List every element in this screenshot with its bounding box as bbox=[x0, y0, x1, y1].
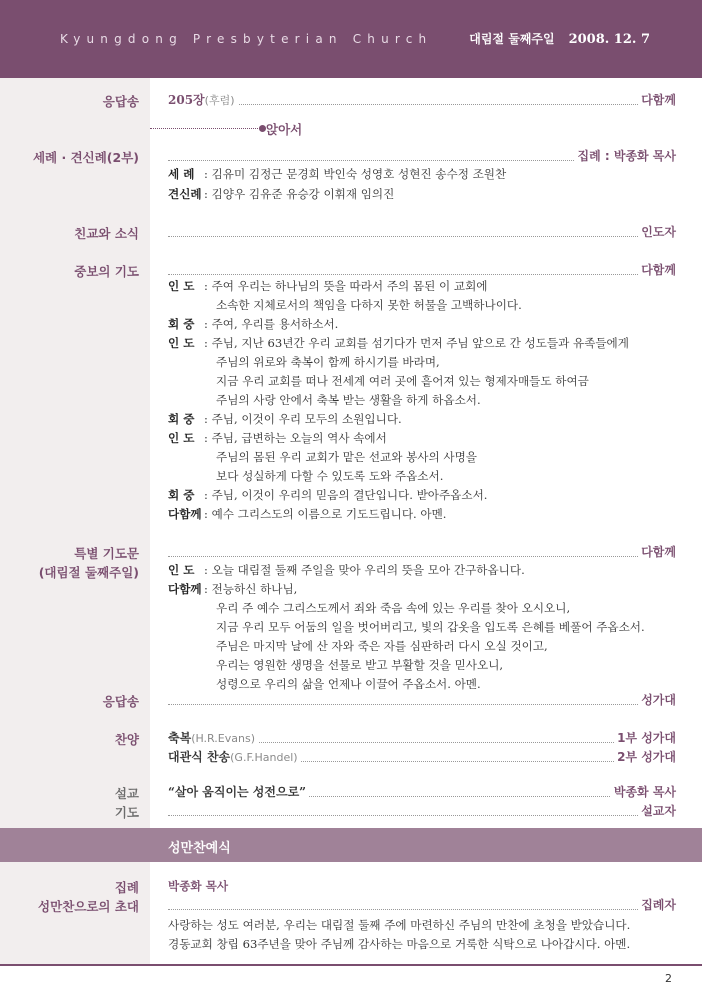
order-performer: 다함께 bbox=[638, 261, 676, 278]
order-label: 응답송 bbox=[102, 94, 139, 109]
order-label: 기도 bbox=[114, 805, 139, 820]
order-performer: 박종화 목사 bbox=[611, 783, 676, 800]
prayer-line: 주님은 마지막 날에 산 자와 죽은 자를 심판하러 다시 오실 것이고, bbox=[216, 639, 548, 653]
section-heading-band bbox=[0, 828, 702, 862]
order-label: 세례 · 견신례(2부) bbox=[32, 150, 139, 165]
order-label: 친교와 소식 bbox=[74, 226, 139, 241]
prayer-line: 지금 우리 교회를 떠나 전세계 여러 곳에 흩어져 있는 형제자매들도 하여금 bbox=[216, 374, 589, 388]
service-date: 2008. 12. 7 bbox=[568, 32, 650, 47]
bullet-dot-icon bbox=[259, 125, 266, 132]
prayer-line: 소속한 지체로서의 책임을 다하지 못한 허물을 고백하나이다. bbox=[216, 298, 522, 312]
order-leader-line bbox=[168, 258, 676, 275]
prayer-line: 주님의 몸된 우리 교회가 맡은 선교와 봉사의 사명을 bbox=[216, 450, 477, 464]
anthem-title: 대관식 찬송(G.F.Handel) bbox=[168, 748, 301, 765]
section-heading: 성만찬예식 bbox=[168, 841, 231, 856]
invitation-text: 사랑하는 성도 여러분, 우리는 대림절 둘째 주에 마련하신 주님의 만찬에 초청을 받았습니다. bbox=[168, 918, 631, 932]
prayer-line: 인 도 : 주여 우리는 하나님의 뜻을 따라서 주의 몸된 이 교회에 bbox=[168, 279, 488, 293]
page-header bbox=[0, 0, 702, 78]
order-leader-line bbox=[168, 688, 676, 705]
order-performer: 다함께 bbox=[638, 91, 676, 108]
sunday-name: 대림절 둘째주일 bbox=[469, 32, 555, 46]
officiant-name: 박종화 목사 bbox=[168, 879, 229, 893]
order-leader-line bbox=[168, 799, 676, 816]
prayer-line: 인 도 : 주님, 급변하는 오늘의 역사 속에서 bbox=[168, 431, 387, 445]
anthem-title: 축복(H.R.Evans) bbox=[168, 729, 258, 746]
prayer-line: 주님의 사랑 안에서 축복 받는 생활을 하게 하옵소서. bbox=[216, 393, 481, 407]
order-performer: 설교자 bbox=[638, 802, 676, 819]
prayer-line: 인 도 : 주님, 지난 63년간 우리 교회를 섬기다가 먼저 주님 앞으로 간 성도들과 유족들에게 bbox=[168, 336, 629, 350]
prayer-line: 다함께 : 예수 그리스도의 이름으로 기도드립니다. 아멘. bbox=[168, 507, 447, 521]
prayer-line: 다함께 : 전능하신 하나님, bbox=[168, 582, 298, 596]
order-label: 찬양 bbox=[114, 732, 139, 747]
header-date bbox=[469, 30, 650, 47]
sermon-leader-line bbox=[168, 780, 676, 797]
prayer-line: 주님의 위로와 축복이 함께 하시기를 바라며, bbox=[216, 355, 440, 369]
church-name: Kyungdong Presbyterian Church bbox=[60, 32, 433, 46]
prayer-line: 우리 주 예수 그리스도께서 죄와 죽음 속에 있는 우리를 찾아 오시오니, bbox=[216, 601, 571, 615]
prayer-line: 보다 성실하게 다할 수 있도록 도와 주옵소서. bbox=[216, 469, 444, 483]
order-performer: 인도자 bbox=[638, 223, 676, 240]
order-leader-line bbox=[168, 144, 676, 161]
order-leader-line bbox=[168, 893, 676, 910]
page-number: 2 bbox=[665, 972, 672, 985]
order-label: 성만찬으로의 초대 bbox=[38, 899, 139, 914]
order-label-sub: (대림절 둘째주일) bbox=[38, 565, 139, 580]
order-leader-line bbox=[168, 220, 676, 237]
prayer-line: 회 중 : 주님, 이것이 우리 모두의 소원입니다. bbox=[168, 412, 402, 426]
order-performer: 집례자 bbox=[638, 896, 676, 913]
order-leader-line bbox=[168, 540, 676, 557]
prayer-line: 성령으로 우리의 삶을 언제나 이끌어 주옵소서. 아멘. bbox=[216, 677, 481, 691]
order-performer: 성가대 bbox=[638, 691, 676, 708]
order-label: 특별 기도문 bbox=[74, 546, 139, 561]
hymn-number: 205장(후렴) bbox=[168, 91, 238, 108]
footer-rule bbox=[0, 964, 702, 966]
order-label: 중보의 기도 bbox=[74, 264, 139, 279]
label-column bbox=[0, 78, 150, 828]
sit-down-marker bbox=[150, 128, 262, 129]
anthem-leader-line bbox=[168, 745, 676, 762]
prayer-line: 회 중 : 주여, 우리를 용서하소서. bbox=[168, 317, 339, 331]
anthem-choir: 1부 성가대 bbox=[614, 729, 676, 746]
baptism-list: 세 례 : 김유미 김정근 문경희 박인숙 성영호 성현진 송수정 조원찬 bbox=[168, 167, 507, 181]
order-performer: 다함께 bbox=[638, 543, 676, 560]
prayer-line: 인 도 : 오늘 대림절 둘째 주일을 맞아 우리의 뜻을 모아 간구하옵니다. bbox=[168, 563, 525, 577]
order-label: 집례 bbox=[114, 880, 139, 895]
order-label: 설교 bbox=[114, 786, 139, 801]
sermon-title: “살아 움직이는 성전으로” bbox=[168, 783, 309, 800]
order-leader-line bbox=[168, 88, 676, 105]
prayer-line: 회 중 : 주님, 이것이 우리의 믿음의 결단입니다. 받아주옵소서. bbox=[168, 488, 488, 502]
confirmation-list: 견신례 : 김양우 김유준 유승강 이휘재 임의진 bbox=[168, 187, 395, 201]
invitation-text: 경동교회 창립 63주년을 맞아 주님께 감사하는 마음으로 거룩한 식탁으로 나아갑시다. 아멘. bbox=[168, 937, 631, 951]
sit-down-label: 앉아서 bbox=[266, 122, 303, 137]
prayer-line: 우리는 영원한 생명을 선물로 받고 부활할 것을 믿사오니, bbox=[216, 658, 504, 672]
prayer-line: 지금 우리 모두 어둠의 일을 벗어버리고, 빛의 갑옷을 입도록 은혜를 베풀어 주옵소서. bbox=[216, 620, 645, 634]
order-label: 응답송 bbox=[102, 694, 139, 709]
anthem-choir: 2부 성가대 bbox=[614, 748, 676, 765]
anthem-leader-line bbox=[168, 726, 676, 743]
order-performer: 집례 : 박종화 목사 bbox=[575, 147, 676, 164]
